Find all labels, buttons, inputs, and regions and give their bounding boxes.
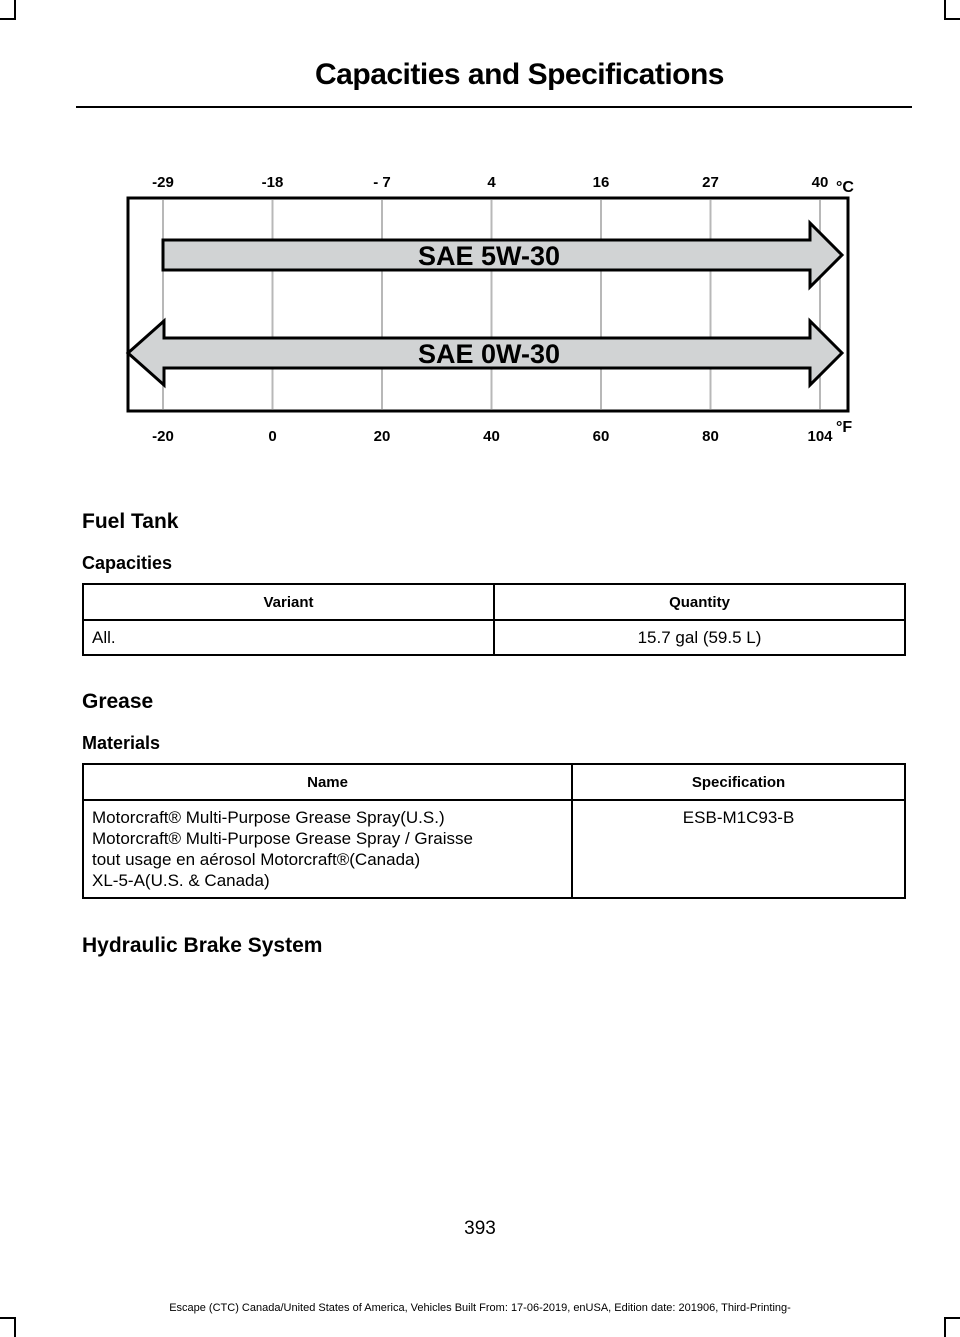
crop-mark bbox=[0, 1317, 16, 1319]
quantity-cell: 15.7 gal (59.5 L) bbox=[494, 620, 905, 655]
material-name-line: Motorcraft® Multi-Purpose Grease Spray(U.S.) bbox=[92, 808, 445, 827]
column-header-quantity: Quantity bbox=[494, 584, 905, 620]
capacities-subheading: Capacities bbox=[82, 553, 173, 573]
celsius-tick-label: 40 bbox=[811, 174, 829, 191]
column-header-variant: Variant bbox=[83, 584, 494, 620]
crop-mark bbox=[14, 0, 16, 18]
hydraulic-brake-heading: Hydraulic Brake System bbox=[82, 934, 323, 957]
celsius-tick-label: 16 bbox=[592, 174, 610, 191]
fahrenheit-tick-label: -20 bbox=[152, 428, 174, 445]
viscosity-band-label: SAE 5W-30 bbox=[417, 241, 561, 271]
specification-cell: ESB-M1C93-B bbox=[572, 800, 905, 898]
material-name-line: tout usage en aérosol Motorcraft®(Canada) bbox=[92, 850, 421, 869]
fahrenheit-tick-label: 0 bbox=[268, 428, 277, 445]
celsius-ticks bbox=[152, 174, 828, 191]
column-header-specification: Specification bbox=[572, 764, 905, 800]
celsius-unit: °C bbox=[836, 179, 854, 196]
fahrenheit-tick-label: 60 bbox=[592, 428, 610, 445]
crop-mark bbox=[0, 18, 16, 20]
crop-mark bbox=[944, 1317, 960, 1319]
grease-materials-table bbox=[82, 763, 906, 899]
material-name-line: XL-5-A(U.S. & Canada) bbox=[92, 871, 270, 890]
fahrenheit-tick-label: 104 bbox=[807, 428, 833, 445]
fuel-capacity-table bbox=[82, 583, 906, 656]
celsius-tick-label: -29 bbox=[152, 174, 174, 191]
oil-viscosity-chart bbox=[100, 160, 870, 455]
table-row bbox=[83, 800, 905, 898]
crop-mark bbox=[944, 0, 946, 18]
footer-text: Escape (CTC) Canada/United States of America, Vehicles Built From: 17-06-2019, enUSA, Edition date: 201906, Third-Printing- bbox=[169, 1302, 791, 1314]
header-rule bbox=[76, 106, 912, 108]
fahrenheit-ticks bbox=[152, 428, 833, 445]
fahrenheit-tick-label: 80 bbox=[702, 428, 719, 445]
celsius-tick-label: 4 bbox=[487, 174, 496, 191]
variant-cell: All. bbox=[83, 620, 494, 655]
celsius-tick-label: -18 bbox=[261, 174, 284, 191]
table-header-row bbox=[83, 764, 905, 800]
material-name-line: Motorcraft® Multi-Purpose Grease Spray / Graisse bbox=[92, 829, 473, 848]
celsius-tick-label: 27 bbox=[702, 174, 719, 191]
fahrenheit-unit: °F bbox=[836, 419, 853, 436]
grease-heading: Grease bbox=[82, 690, 154, 713]
table-row bbox=[83, 620, 905, 655]
page-title: Capacities and Specifications bbox=[315, 58, 724, 91]
viscosity-band-label: SAE 0W-30 bbox=[417, 339, 561, 369]
table-header-row bbox=[83, 584, 905, 620]
celsius-tick-label: - 7 bbox=[373, 174, 391, 191]
page-number: 393 bbox=[464, 1218, 496, 1239]
column-header-name: Name bbox=[83, 764, 572, 800]
crop-mark bbox=[14, 1317, 16, 1337]
fuel-tank-heading: Fuel Tank bbox=[82, 510, 179, 533]
fahrenheit-tick-label: 20 bbox=[373, 428, 391, 445]
fahrenheit-tick-label: 40 bbox=[483, 428, 500, 445]
material-name-cell bbox=[83, 800, 572, 898]
crop-mark bbox=[944, 18, 960, 20]
crop-mark bbox=[944, 1317, 946, 1337]
chart-frame bbox=[128, 198, 848, 411]
materials-subheading: Materials bbox=[82, 733, 161, 753]
